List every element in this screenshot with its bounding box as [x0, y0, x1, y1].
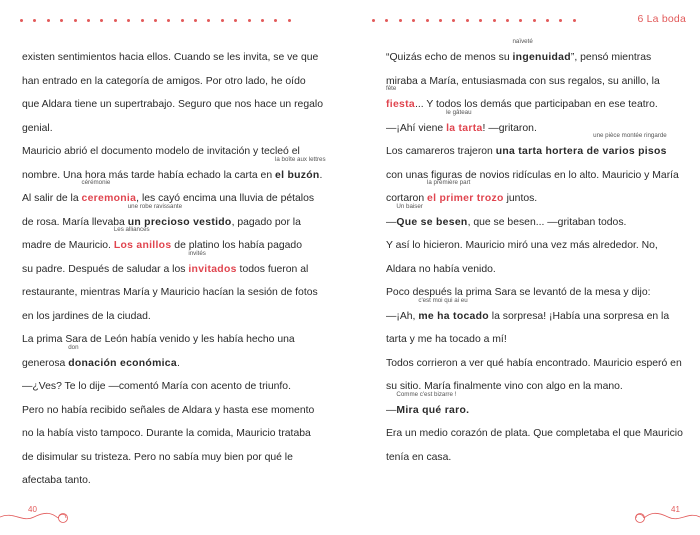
left-page-text — [22, 46, 327, 493]
text-segment: Era un medio corazón de plata. Que completaba el que Mauricio — [386, 428, 683, 439]
french-gloss: Les alliances — [113, 226, 150, 233]
text-segment: . — [319, 169, 323, 181]
text-segment: que Aldara tiene un supertrabajo. Seguro que nos hace un regalo — [22, 99, 323, 110]
dot — [466, 19, 469, 22]
dot — [506, 19, 509, 22]
french-gloss: une robe ravissante — [127, 202, 183, 210]
text-line — [22, 202, 327, 235]
french-gloss: le gâteau — [446, 108, 472, 116]
text-line — [386, 422, 686, 446]
dot — [194, 19, 197, 22]
text-line — [386, 70, 686, 94]
text-segment: Poco después la prima Sara se levantó de la mesa y dijo: — [386, 287, 651, 298]
text-segment: miraba a María, entusiasmada con sus regalos, su anillo, la — [386, 75, 660, 87]
text-segment: ! —gritaron. — [482, 122, 537, 134]
keyword: fiesta — [386, 99, 415, 110]
glossed-keyword — [188, 249, 237, 282]
dot — [533, 19, 536, 22]
text-segment: generosa — [22, 357, 69, 369]
text-segment: genial. — [22, 122, 53, 134]
french-gloss: naïveté — [512, 38, 533, 45]
glossed-keyword — [386, 85, 415, 117]
text-line — [22, 375, 327, 399]
text-line — [386, 85, 686, 117]
glossed-keyword — [427, 179, 504, 211]
dot — [519, 19, 522, 22]
right-page-text — [386, 38, 686, 469]
text-segment: todos fueron al — [236, 263, 309, 275]
right-page — [350, 0, 700, 535]
dot — [412, 19, 415, 22]
french-gloss: fête — [386, 85, 397, 92]
text-segment: no la había visto tampoco. Durante la comida, Mauricio trataba — [22, 428, 311, 439]
text-line — [22, 446, 327, 470]
text-line — [386, 296, 686, 329]
text-segment: —¡Ah, — [386, 310, 419, 322]
glossed-keyword — [418, 296, 489, 329]
text-line — [22, 155, 327, 188]
keyword: me ha tocado — [418, 310, 489, 322]
text-line — [22, 117, 327, 141]
dot — [248, 19, 251, 22]
dot — [20, 19, 23, 22]
french-gloss: la première part — [427, 179, 471, 186]
text-line — [22, 305, 327, 329]
text-line — [386, 202, 686, 235]
french-gloss: Comme c'est bizarre ! — [396, 390, 457, 398]
text-segment: ”, pensó mientras — [570, 52, 652, 63]
text-segment: con unas figuras de novios ridículas en lo alto. Mauricio y María — [386, 169, 679, 181]
french-gloss: Un baiser — [396, 202, 423, 210]
dot — [452, 19, 455, 22]
flourish-icon — [0, 510, 72, 524]
keyword: Que se besen — [396, 216, 468, 228]
keyword: el primer trozo — [427, 193, 504, 204]
dot — [372, 19, 375, 22]
french-gloss: une pièce montée ringarde — [593, 132, 667, 139]
text-line — [22, 422, 327, 446]
text-segment: Los camareros trajeron — [386, 146, 496, 157]
text-line — [22, 469, 327, 493]
dot — [573, 19, 576, 22]
keyword: un precioso vestido — [127, 216, 232, 228]
text-line — [22, 46, 327, 70]
dot — [207, 19, 210, 22]
decorative-dots — [20, 19, 291, 22]
text-segment: —¿Ves? Te lo dije —comentó María con acento de triunfo. — [22, 381, 291, 392]
keyword: una tarta hortera de varios pisos — [495, 146, 667, 157]
text-segment: de platino los había pagado — [171, 240, 302, 251]
glossed-keyword — [113, 226, 172, 258]
text-segment: restaurante, mientras María y Mauricio hacían la sesión de fotos — [22, 287, 318, 298]
dot — [47, 19, 50, 22]
french-gloss: c'est moi qui ai eu — [418, 296, 468, 304]
text-line — [386, 390, 686, 423]
dot — [288, 19, 291, 22]
text-line — [22, 70, 327, 94]
text-segment: tarta y me ha tocado a mí! — [386, 334, 507, 345]
text-segment: su padre. Después de saludar a los — [22, 263, 189, 275]
text-segment: Aldara no había venido. — [386, 263, 496, 275]
decorative-dots — [372, 19, 576, 22]
text-segment: existen sentimientos hacia ellos. Cuando se les invita, se ve que — [22, 52, 319, 63]
keyword: el buzón — [275, 169, 320, 181]
text-segment: Todos corrieron a ver qué había encontrado. Mauricio esperó en — [386, 357, 682, 369]
dot — [546, 19, 549, 22]
french-gloss: la boîte aux lettres — [275, 155, 326, 163]
text-segment: su sitio. María finalmente vino con algo en la mano. — [386, 381, 623, 392]
dot — [87, 19, 90, 22]
text-segment: de rosa. María llevaba — [22, 216, 128, 228]
text-line — [386, 352, 686, 376]
dot — [141, 19, 144, 22]
text-segment: cortaron — [386, 193, 428, 204]
flourish-icon — [634, 510, 700, 524]
text-segment: juntos. — [503, 193, 538, 204]
text-line — [386, 179, 686, 211]
dot — [167, 19, 170, 22]
keyword: ceremonia — [81, 193, 137, 204]
text-segment: . — [176, 357, 180, 369]
text-line — [22, 226, 327, 258]
dot — [181, 19, 184, 22]
text-segment: en los jardines de la ciudad. — [22, 310, 151, 322]
text-segment: afectaba tanto. — [22, 475, 91, 486]
text-line — [22, 249, 327, 282]
keyword: Mira qué raro. — [396, 404, 470, 416]
text-line — [386, 446, 686, 470]
dot — [274, 19, 277, 22]
dot — [493, 19, 496, 22]
text-segment: la sorpresa! ¡Había una sorpresa en la — [488, 310, 670, 322]
keyword: Los anillos — [113, 240, 172, 251]
keyword: invitados — [188, 263, 237, 275]
text-line — [386, 38, 686, 70]
text-segment: tenía en casa. — [386, 451, 452, 463]
dot — [426, 19, 429, 22]
text-line — [22, 281, 327, 305]
text-line — [22, 343, 327, 376]
text-segment: de disimular su tristeza. Pero no sabía muy bien por qué le — [22, 451, 293, 463]
text-line — [386, 132, 686, 164]
chapter-running-head: 6 La boda — [637, 13, 686, 25]
dot — [234, 19, 237, 22]
text-segment: madre de Mauricio. — [22, 240, 114, 251]
text-segment: , que se besen... —gritaban todos. — [467, 216, 627, 228]
french-gloss: invités — [188, 249, 206, 257]
dot — [60, 19, 63, 22]
text-line — [22, 93, 327, 117]
dot — [439, 19, 442, 22]
glossed-keyword — [68, 343, 177, 376]
dot — [399, 19, 402, 22]
text-segment: Mauricio abrió el documento modelo de invitación y tecleó el — [22, 146, 300, 157]
text-segment: , les cayó encima una lluvia de pétalos — [136, 193, 315, 204]
keyword: la tarta — [446, 122, 483, 134]
text-segment: , pagado por la — [231, 216, 301, 228]
glossed-keyword — [446, 108, 483, 141]
glossed-keyword — [512, 38, 571, 70]
text-segment: — — [386, 216, 397, 228]
dot — [74, 19, 77, 22]
text-line — [386, 234, 686, 258]
dot — [261, 19, 264, 22]
glossed-keyword — [495, 132, 667, 164]
page-number: 41 — [671, 505, 680, 514]
dot — [33, 19, 36, 22]
dot — [154, 19, 157, 22]
keyword: ingenuidad — [512, 52, 571, 63]
dot — [385, 19, 388, 22]
french-gloss: cérémonie — [81, 179, 111, 186]
glossed-keyword — [275, 155, 326, 188]
text-segment: Al salir de la — [22, 193, 82, 204]
dot — [221, 19, 224, 22]
text-segment: nombre. Una hora más tarde había echado la carta en — [22, 169, 275, 181]
text-line — [386, 328, 686, 352]
text-segment: ... Y todos los demás que participaban en ese teatro. — [414, 99, 658, 110]
dot — [479, 19, 482, 22]
text-line — [22, 399, 327, 423]
dot — [559, 19, 562, 22]
dot — [100, 19, 103, 22]
text-line — [386, 258, 686, 282]
glossed-keyword — [396, 390, 470, 423]
page-number: 40 — [28, 505, 37, 514]
text-segment: Y así lo hicieron. Mauricio miró una vez más alrededor. No, — [386, 240, 658, 251]
text-segment: han entrado en la categoría de amigos. Por otro lado, he oído — [22, 75, 306, 87]
text-segment: —¡Ahí viene — [386, 122, 447, 134]
text-segment: Pero no había recibido señales de Aldara y hasta ese momento — [22, 404, 315, 416]
keyword: donación económica — [68, 357, 177, 369]
dot — [127, 19, 130, 22]
text-segment: — — [386, 404, 397, 416]
dot — [114, 19, 117, 22]
french-gloss: don — [68, 343, 79, 351]
glossed-keyword — [396, 202, 468, 235]
text-segment: La prima Sara de León había venido y les había hecho una — [22, 334, 295, 345]
text-segment: “Quizás echo de menos su — [386, 52, 513, 63]
